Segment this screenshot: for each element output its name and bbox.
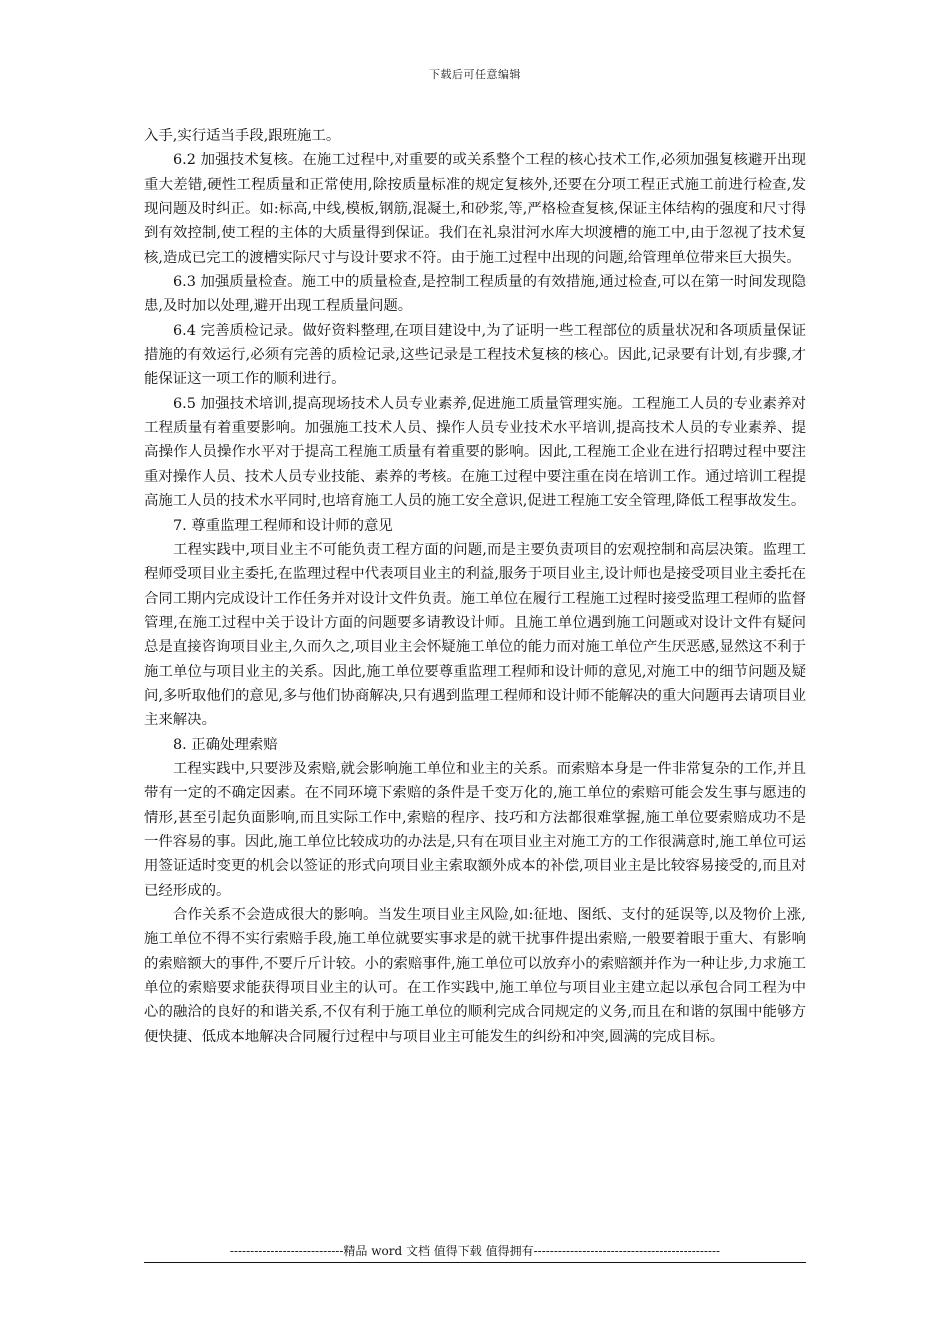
document-body xyxy=(144,124,806,1049)
section-heading-7: 7. 尊重监理工程师和设计师的意见 xyxy=(173,517,393,534)
paragraph-8-body-continued: 合作关系不会造成很大的影响。当发生项目业主风险,如:征地、图纸、支付的延误等,以及物价上涨,施工单位不得不实行索赔手段,施工单位就要实事求是的就干扰事件提出索赔,一般要着眼于重大、有影响的索赔额大的事件,不要斤斤计较。小的索赔事件,施工单位可以放弃小的索赔额并作为一种让步,力求施工单位的索赔要求能获得项目业主的认可。在工作实践中,施工单位与项目业主建立起以承包合同工程为中心的融洽的良好的和谐关系,不仅有利于施工单位的顺利完成合同规定的义务,而且在和谐的氛围中能够方便快捷、低成本地解决合同履行过程中与项目业主可能发生的纠纷和冲突,圆满的完成目标。 xyxy=(144,907,806,1045)
paragraph-6-5: 6.5 加强技术培训,提高现场技术人员专业素养,促进施工质量管理实施。工程施工人员的专业素养对工程质量有着重要影响。加强施工技术人员、操作人员专业技术水平培训,提高技术人员的专业素养、提高操作人员操作水平对于提高工程施工质量有着重要的影响。因此,工程施工企业在进行招聘过程中要注重对操作人员、技术人员专业技能、素养的考核。在施工过程中要注重在岗在培训工作。通过培训工程提高施工人员的技术水平同时,也培育施工人员的施工安全意识,促进工程施工安全管理,降低工程事故发生。 xyxy=(144,395,806,510)
paragraph-7-body: 工程实践中,项目业主不可能负责工程方面的问题,而是主要负责项目的宏观控制和高层决策。监理工程师受项目业主委托,在监理过程中代表项目业主的利益,服务于项目业主,设计师也是接受项目业主委托在合同工期内完成设计工作任务并对设计文件负责。施工单位在履行工程施工过程时接受监理工程师的监督管理,在施工过程中关于设计方面的问题要多请教设计师。且施工单位遇到施工问题或对设计文件有疑问总是直接咨询项目业主,久而久之,项目业主会怀疑施工单位的能力而对施工单位产生厌恶感,显然这不利于施工单位与项目业主的关系。因此,施工单位要尊重监理工程师和设计师的意见,对施工中的细节问题及疑问,多听取他们的意见,多与他们协商解决,只有遇到监理工程师和设计师不能解决的重大问题再去请项目业主来解决。 xyxy=(144,541,806,729)
paragraph-continuation: 入手,实行适当手段,跟班施工。 xyxy=(144,128,341,144)
footer-rule xyxy=(144,1262,806,1263)
paragraph-6-4: 6.4 完善质检记录。做好资料整理,在项目建设中,为了证明一些工程部位的质量状况和各项质量保证措施的有效运行,必须有完善的质检记录,这些记录是工程技术复核的核心。因此,记录要有计划,有步骤,才能保证这一项工作的顺利进行。 xyxy=(144,322,806,388)
section-heading-8: 8. 正确处理索赔 xyxy=(173,736,278,753)
paragraph-6-3: 6.3 加强质量检查。施工中的质量检查,是控制工程质量的有效措施,通过检查,可以在第一时间发现隐患,及时加以处理,避开出现工程质量问题。 xyxy=(144,274,806,315)
paragraph-8-body: 工程实践中,只要涉及索赔,就会影响施工单位和业主的关系。而索赔本身是一件非常复杂的工作,并且带有一定的不确定因素。在不同环境下索赔的条件是千变万化的,施工单位的索赔可能会发生事与愿违的情形,甚至引起负面影响,而且实际工作中,索赔的程序、技巧和方法都很难掌握,施工单位要索赔成功不是一件容易的事。因此,施工单位比较成功的办法是,只有在项目业主对施工方的工作很满意时,施工单位可运用签证适时变更的机会以签证的形式向项目业主索取额外成本的补偿,项目业主是比较容易接受的,而且对已经形成的。 xyxy=(144,760,806,899)
page-header: 下载后可任意编辑 xyxy=(429,68,521,81)
page-footer: ----------------------------精品 word 文档 值得下载 值得拥有---------------------------------------------- xyxy=(229,1244,721,1258)
paragraph-6-2: 6.2 加强技术复核。在施工过程中,对重要的或关系整个工程的核心技术工作,必须加强复核避开出现重大差错,硬性工程质量和正常使用,除按质量标准的规定复核外,还要在分项工程正式施工前进行检查,发现问题及时纠正。如:标高,中线,模板,钢筋,混凝土,和砂浆,等,严格检查复核,保证主体结构的强度和尺寸得到有效控制,使工程的主体的大质量得到保证。我们在礼泉泔河水库大坝渡槽的施工中,由于忽视了技术复核,造成已完工的渡槽实际尺寸与设计要求不符。由于施工过程中出现的问题,给管理单位带来巨大损失。 xyxy=(144,152,806,266)
